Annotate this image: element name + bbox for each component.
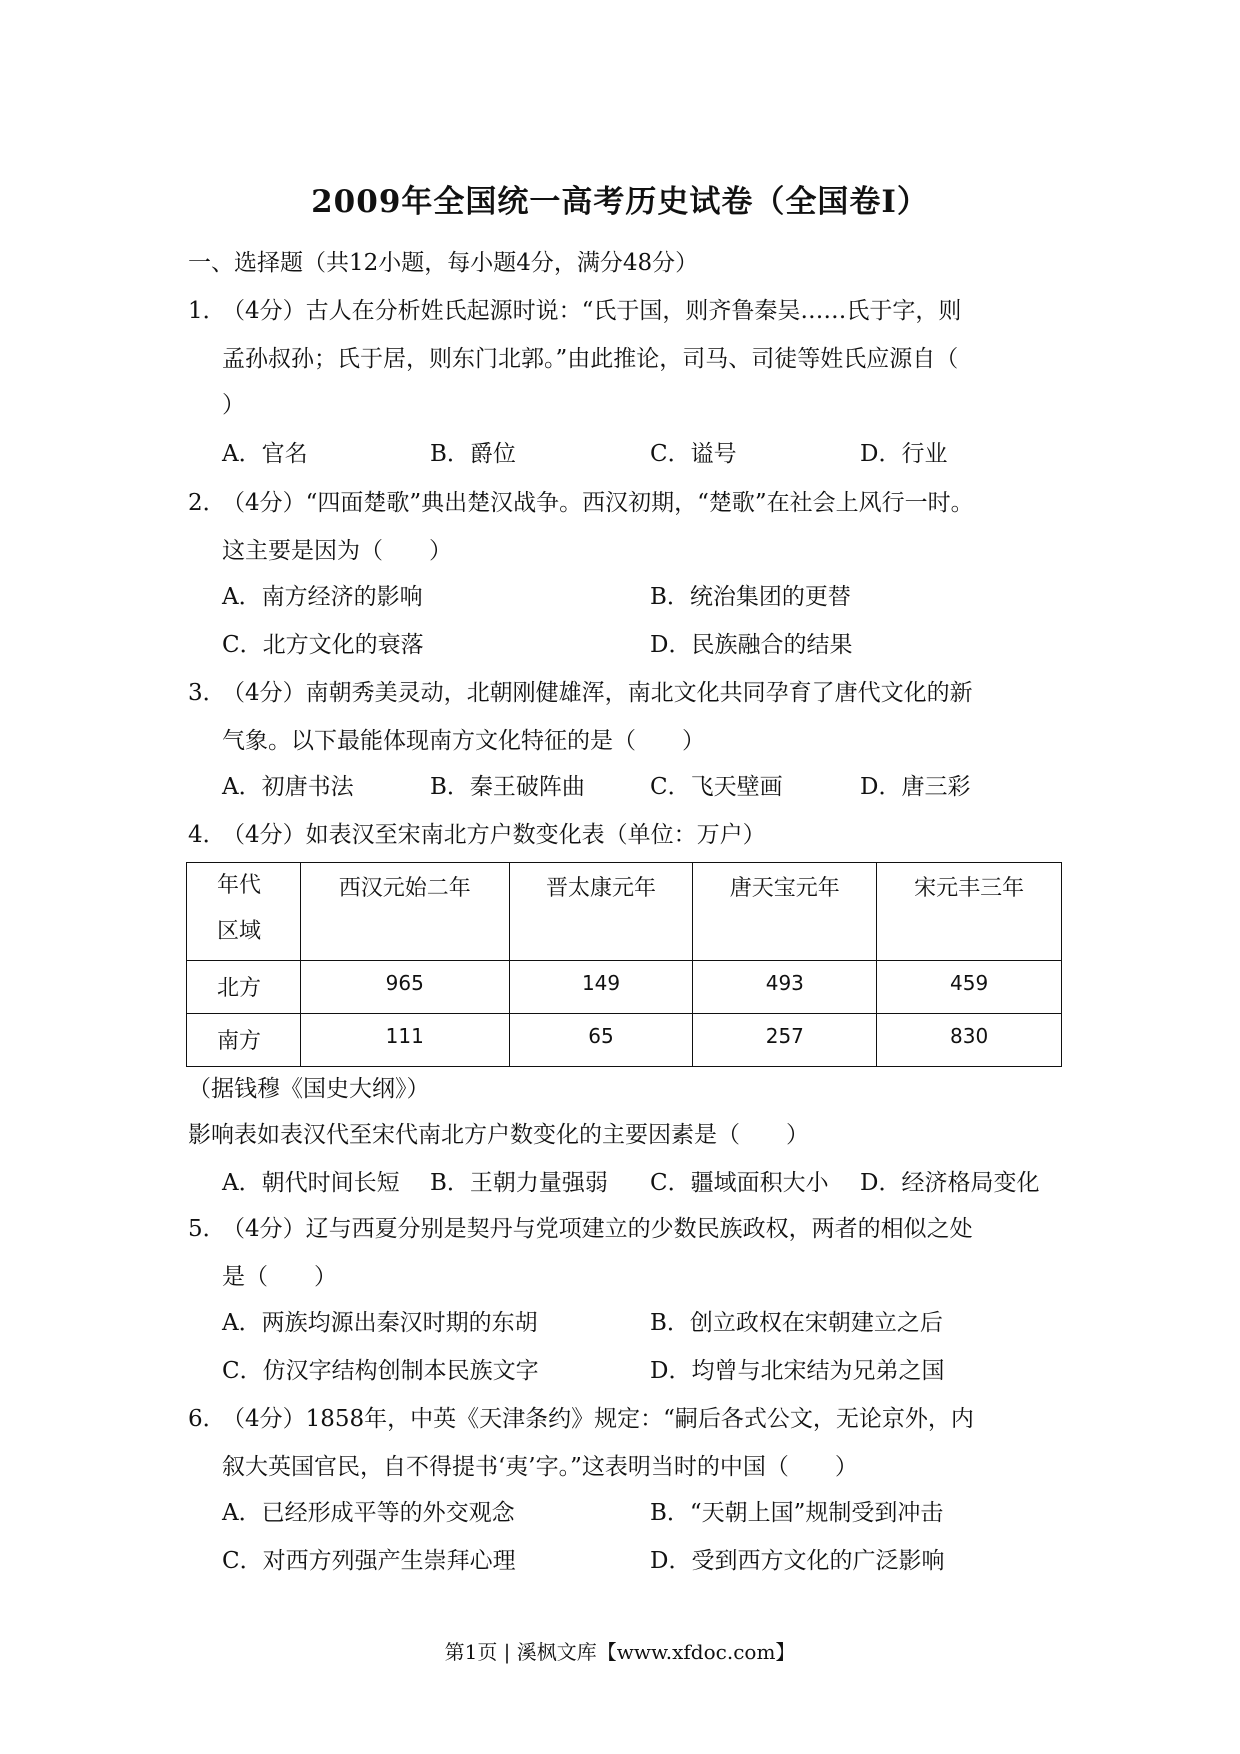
table-cell: 65 [509,1014,693,1067]
question-number: 5． [188,1216,226,1242]
table-cell: 149 [509,961,693,1014]
table-cell: 257 [693,1014,877,1067]
question-text: 是（ ） [222,1264,337,1290]
question-number: 4． [188,822,226,848]
question-text: （4分）辽与西夏分别是契丹与党项建立的少数民族政权，两者的相似之处 [222,1216,973,1242]
option-d: D．经济格局变化 [860,1170,1040,1196]
page-footer: 第1页 | 溪枫文库【www.xfdoc.com】 [444,1640,796,1664]
table-header-row [187,863,1062,961]
corner-top-label: 年代 [217,873,262,898]
option-b: B．秦王破阵曲 [430,774,585,800]
question-text: 叙大英国官民，自不得提书‘夷’字。”这表明当时的中国（ ） [222,1454,858,1480]
option-a: A．初唐书法 [222,774,354,800]
option-d: D．唐三彩 [860,774,971,800]
table-row [187,1014,1062,1067]
household-table [186,862,1062,1067]
question-text: 影响表如表汉代至宋代南北方户数变化的主要因素是（ ） [188,1122,809,1148]
option-b: B．王朝力量强弱 [430,1170,608,1196]
option-c: C．谥号 [650,441,737,467]
question-text: ） [222,392,245,418]
option-a: A．南方经济的影响 [222,584,423,610]
question-text: （4分）如表汉至宋南北方户数变化表（单位：万户） [222,822,766,848]
option-c: C．对西方列强产生崇拜心理 [222,1548,516,1574]
option-a: A．两族均源出秦汉时期的东胡 [222,1310,538,1336]
table-cell: 111 [300,1014,509,1067]
question-number: 1． [188,298,226,324]
row-label: 南方 [187,1014,301,1067]
option-c: C．疆域面积大小 [650,1170,829,1196]
table-source: （据钱穆《国史大纲》） [188,1076,430,1102]
option-c: C．仿汉字结构创制本民族文字 [222,1358,539,1384]
question-number: 2． [188,490,226,516]
question-text: （4分）1858年，中英《天津条约》规定：“嗣后各式公文，无论京外，内 [222,1406,974,1432]
question-text: （4分）古人在分析姓氏起源时说：“氏于国，则齐鲁秦吴……氏于字，则 [222,298,962,324]
table-cell: 459 [877,961,1062,1014]
corner-bottom-label: 区域 [217,919,262,944]
option-b: B．“天朝上国”规制受到冲击 [650,1500,944,1526]
option-d: D．行业 [860,441,948,467]
section-heading: 一、选择题（共12小题，每小题4分，满分48分） [188,250,699,276]
table-cell: 965 [300,961,509,1014]
option-b: B．统治集团的更替 [650,584,851,610]
table-header-cell: 西汉元始二年 [300,863,509,961]
table-cell: 830 [877,1014,1062,1067]
page-title: 2009年全国统一高考历史试卷（全国卷Ⅰ） [311,184,929,220]
option-c: C．北方文化的衰落 [222,632,424,658]
table-corner-cell [187,863,301,961]
question-number: 6． [188,1406,226,1432]
option-d: D．受到西方文化的广泛影响 [650,1548,945,1574]
table-header-cell: 宋元丰三年 [877,863,1062,961]
option-a: A．已经形成平等的外交观念 [222,1500,515,1526]
option-d: D．均曾与北宋结为兄弟之国 [650,1358,945,1384]
question-text: （4分）“四面楚歌”典出楚汉战争。西汉初期，“楚歌”在社会上风行一时。 [222,490,974,516]
option-a: A．朝代时间长短 [222,1170,400,1196]
question-text: （4分）南朝秀美灵动，北朝刚健雄浑，南北文化共同孕育了唐代文化的新 [222,680,973,706]
option-b: B．爵位 [430,441,516,467]
row-label: 北方 [187,961,301,1014]
option-b: B．创立政权在宋朝建立之后 [650,1310,943,1336]
table-header-cell: 晋太康元年 [509,863,693,961]
table-header-cell: 唐天宝元年 [693,863,877,961]
question-text: 这主要是因为（ ） [222,538,452,564]
option-a: A．官名 [222,441,308,467]
table-row [187,961,1062,1014]
option-d: D．民族融合的结果 [650,632,853,658]
question-number: 3． [188,680,226,706]
option-c: C．飞天壁画 [650,774,783,800]
question-text: 气象。以下最能体现南方文化特征的是（ ） [222,728,705,754]
table-cell: 493 [693,961,877,1014]
question-text: 孟孙叔孙；氏于居，则东门北郭。”由此推论，司马、司徒等姓氏应源自（ [222,346,959,372]
